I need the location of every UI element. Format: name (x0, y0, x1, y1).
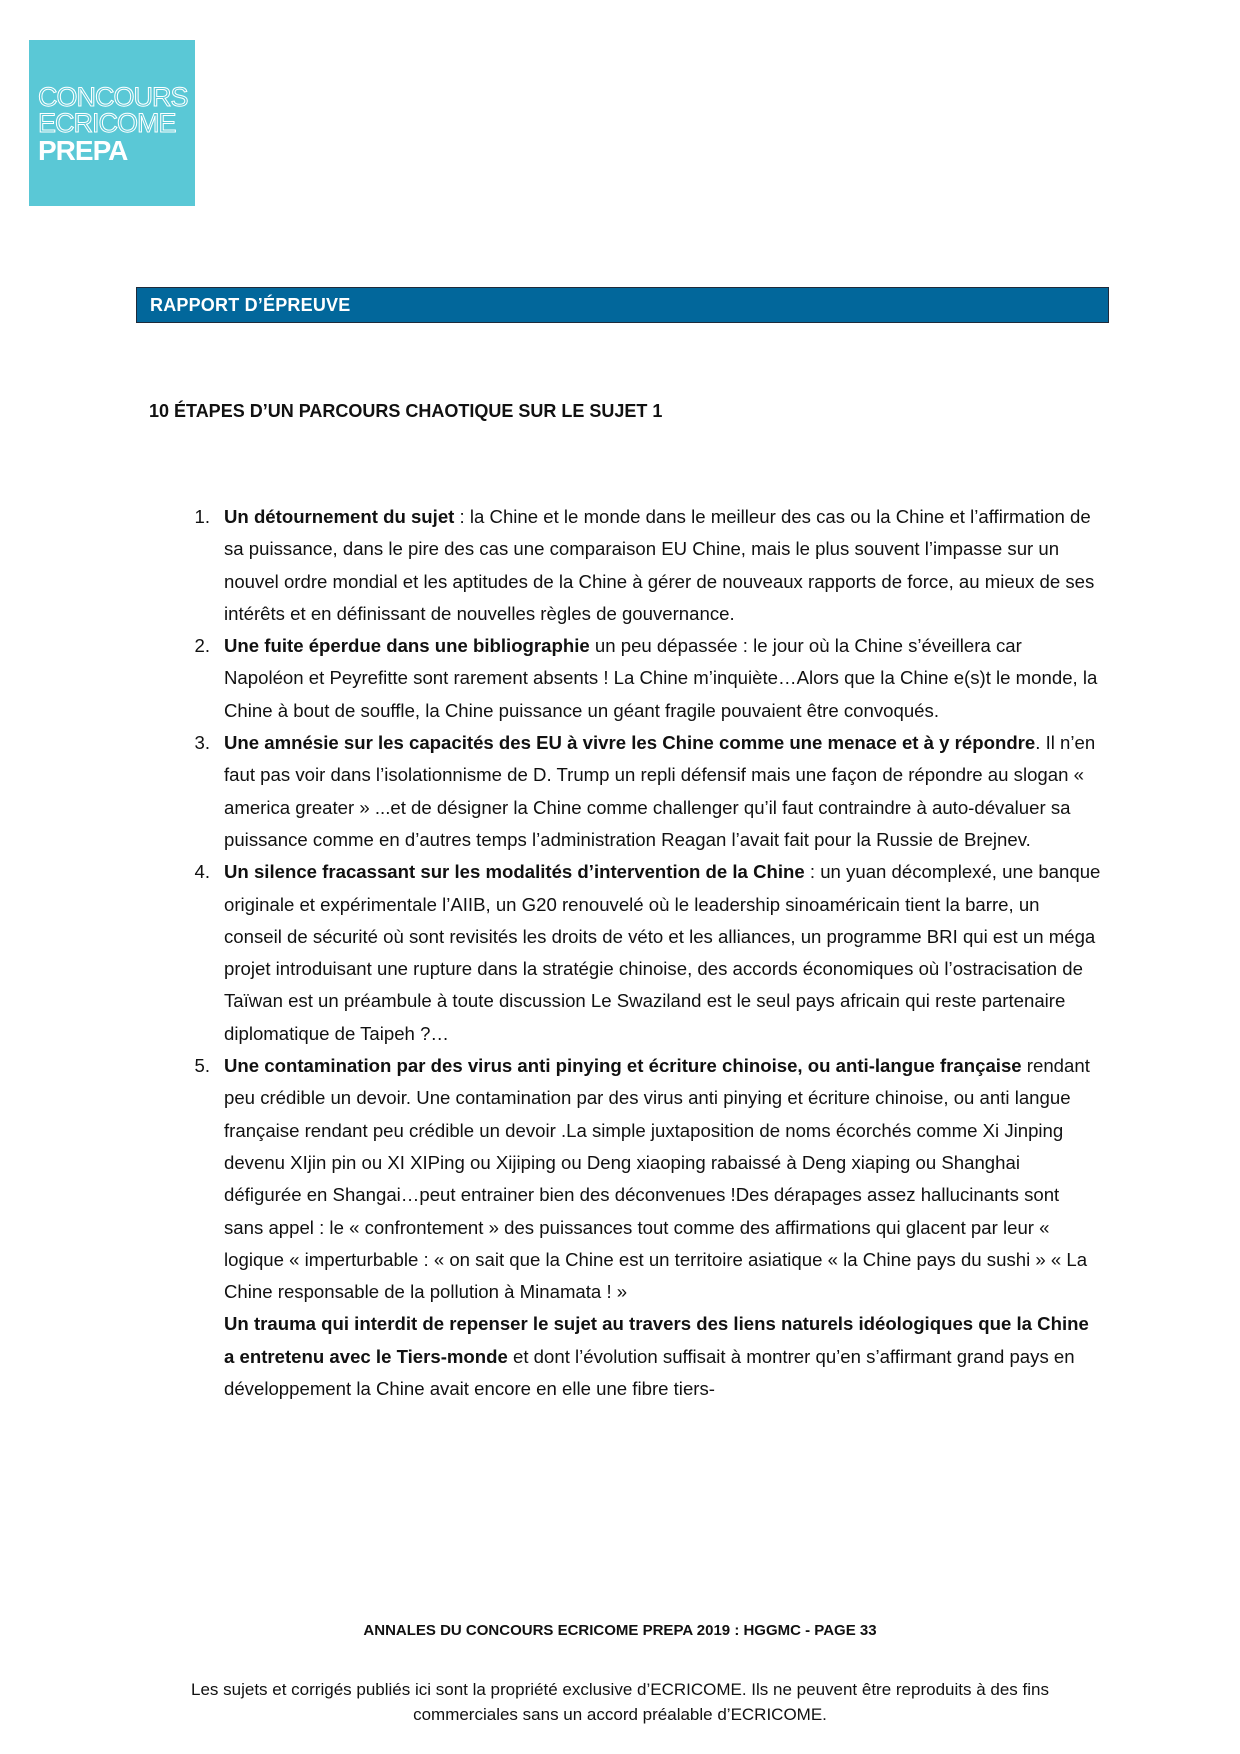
list-item-number: 4. (194, 861, 210, 883)
list-item-text: . Il n’en faut pas voir dans l’isolationnisme de D. Trump un repli défensif mais une façon de répondre au slogan « america greater » ...et de désigner la Chine comme challenger qu’il faut contraindre à auto-dévaluer sa puissance comme en d’autres temps l’administration Reagan l’avait fait pour la Russie de Brejnev. (224, 732, 1096, 850)
list-item-heading: Un trauma qui interdit de repenser le sujet au travers des liens naturels idéologiques que la Chine a entretenu avec le Tiers-monde (224, 1313, 1089, 1367)
logo-line-prepa: PREPA (38, 135, 128, 166)
footer-page-label: ANNALES DU CONCOURS ECRICOME PREPA 2019 : HGGMC - PAGE 33 (363, 1622, 877, 1639)
logo-line-concours: CONCOURS (38, 82, 188, 112)
concours-ecricome-prepa-logo (29, 40, 195, 206)
logo-line-ecricome: ECRICOME (38, 108, 176, 138)
list-item (182, 727, 1102, 856)
page-title: 10 ÉTAPES D’UN PARCOURS CHAOTIQUE SUR LE SUJET 1 (149, 401, 663, 421)
list-item-number: 5. (194, 1055, 210, 1077)
list-item-number: 3. (194, 732, 210, 754)
list-item-heading: Une contamination par des virus anti pinying et écriture chinoise, ou anti-langue française (224, 1055, 1022, 1077)
section-banner (136, 287, 1109, 323)
list-item (182, 1308, 1102, 1405)
list-item-heading: Un détournement du sujet (224, 506, 455, 527)
list-item (182, 856, 1102, 1050)
list-item-text: : un yuan décomplexé, une banque originale et expérimentale l’AIIB, un G20 renouvelé où le leadership sinoaméricain tient la barre, un conseil de sécurité où sont revisités les droits de véto et les alliances, un programme BRI qui est un méga projet introduisant une rupture dans la stratégie chinoise, des accords économiques où l’ostracisation de Taïwan est un préambule à toute discussion Le Swaziland est le seul pays africain qui reste partenaire diplomatique de Taipeh ?… (224, 861, 1101, 1044)
footer-copyright-notice: Les sujets et corrigés publiés ici sont la propriété exclusive d’ECRICOME. Ils ne peuvent être reproduits à des fins commerciales sans un accord préalable d’ECRICOME. (191, 1680, 1049, 1724)
list-item (182, 501, 1102, 630)
numbered-list (182, 501, 1102, 1405)
list-item-heading: Une fuite éperdue dans une bibliographie (224, 635, 590, 657)
list-item (182, 630, 1102, 727)
list-item-number: 2. (194, 635, 210, 657)
list-item-number: 1. (194, 506, 210, 527)
list-item-heading: Une amnésie sur les capacités des EU à vivre les Chine comme une menace et à y répondre (224, 732, 1036, 754)
list-item-text: un peu dépassée : le jour où la Chine s’éveillera car Napoléon et Peyrefitte sont rarement absents ! La Chine m’inquiète…Alors que la Chine e(s)t le monde, la Chine à bout de souffle, la Chine puissance un géant fragile pouvaient être convoqués. (224, 635, 1098, 721)
list-item-text: : la Chine et le monde dans le meilleur des cas ou la Chine et l’affirmation de sa puissance, dans le pire des cas une comparaison EU Chine, mais le plus souvent l’impasse sur un nouvel ordre mondial et les aptitudes de la Chine à gérer de nouveaux rapports de force, au mieux de ses intérêts et en définissant de nouvelles règles de gouvernance. (224, 506, 1095, 624)
list-item (182, 1050, 1102, 1308)
list-item-text: rendant peu crédible un devoir. Une contamination par des virus anti pinying et écriture chinoise, ou anti langue française rendant peu crédible un devoir .La simple juxtaposition de noms écorchés comme Xi Jinping devenu XIjin pin ou XI XIPing ou Xijiping ou Deng xiaoping rabaissé à Deng xiaping ou Shanghai défigurée en Shangai…peut entrainer bien des déconvenues !Des dérapages assez hallucinants sont sans appel : le « confrontement » des puissances tout comme des affirmations qui glacent par leur « logique « imperturbable : « on sait que la Chine est un territoire asiatique « la Chine pays du sushi » « La Chine responsable de la pollution à Minamata ! » (224, 1055, 1090, 1303)
list-item-text: et dont l’évolution suffisait à montrer qu’en s’affirmant grand pays en développement la Chine avait encore en elle une fibre tiers- (224, 1345, 1075, 1400)
banner-title: RAPPORT D’ÉPREUVE (150, 295, 351, 315)
list-item-heading: Un silence fracassant sur les modalités d’intervention de la Chine (224, 861, 805, 883)
